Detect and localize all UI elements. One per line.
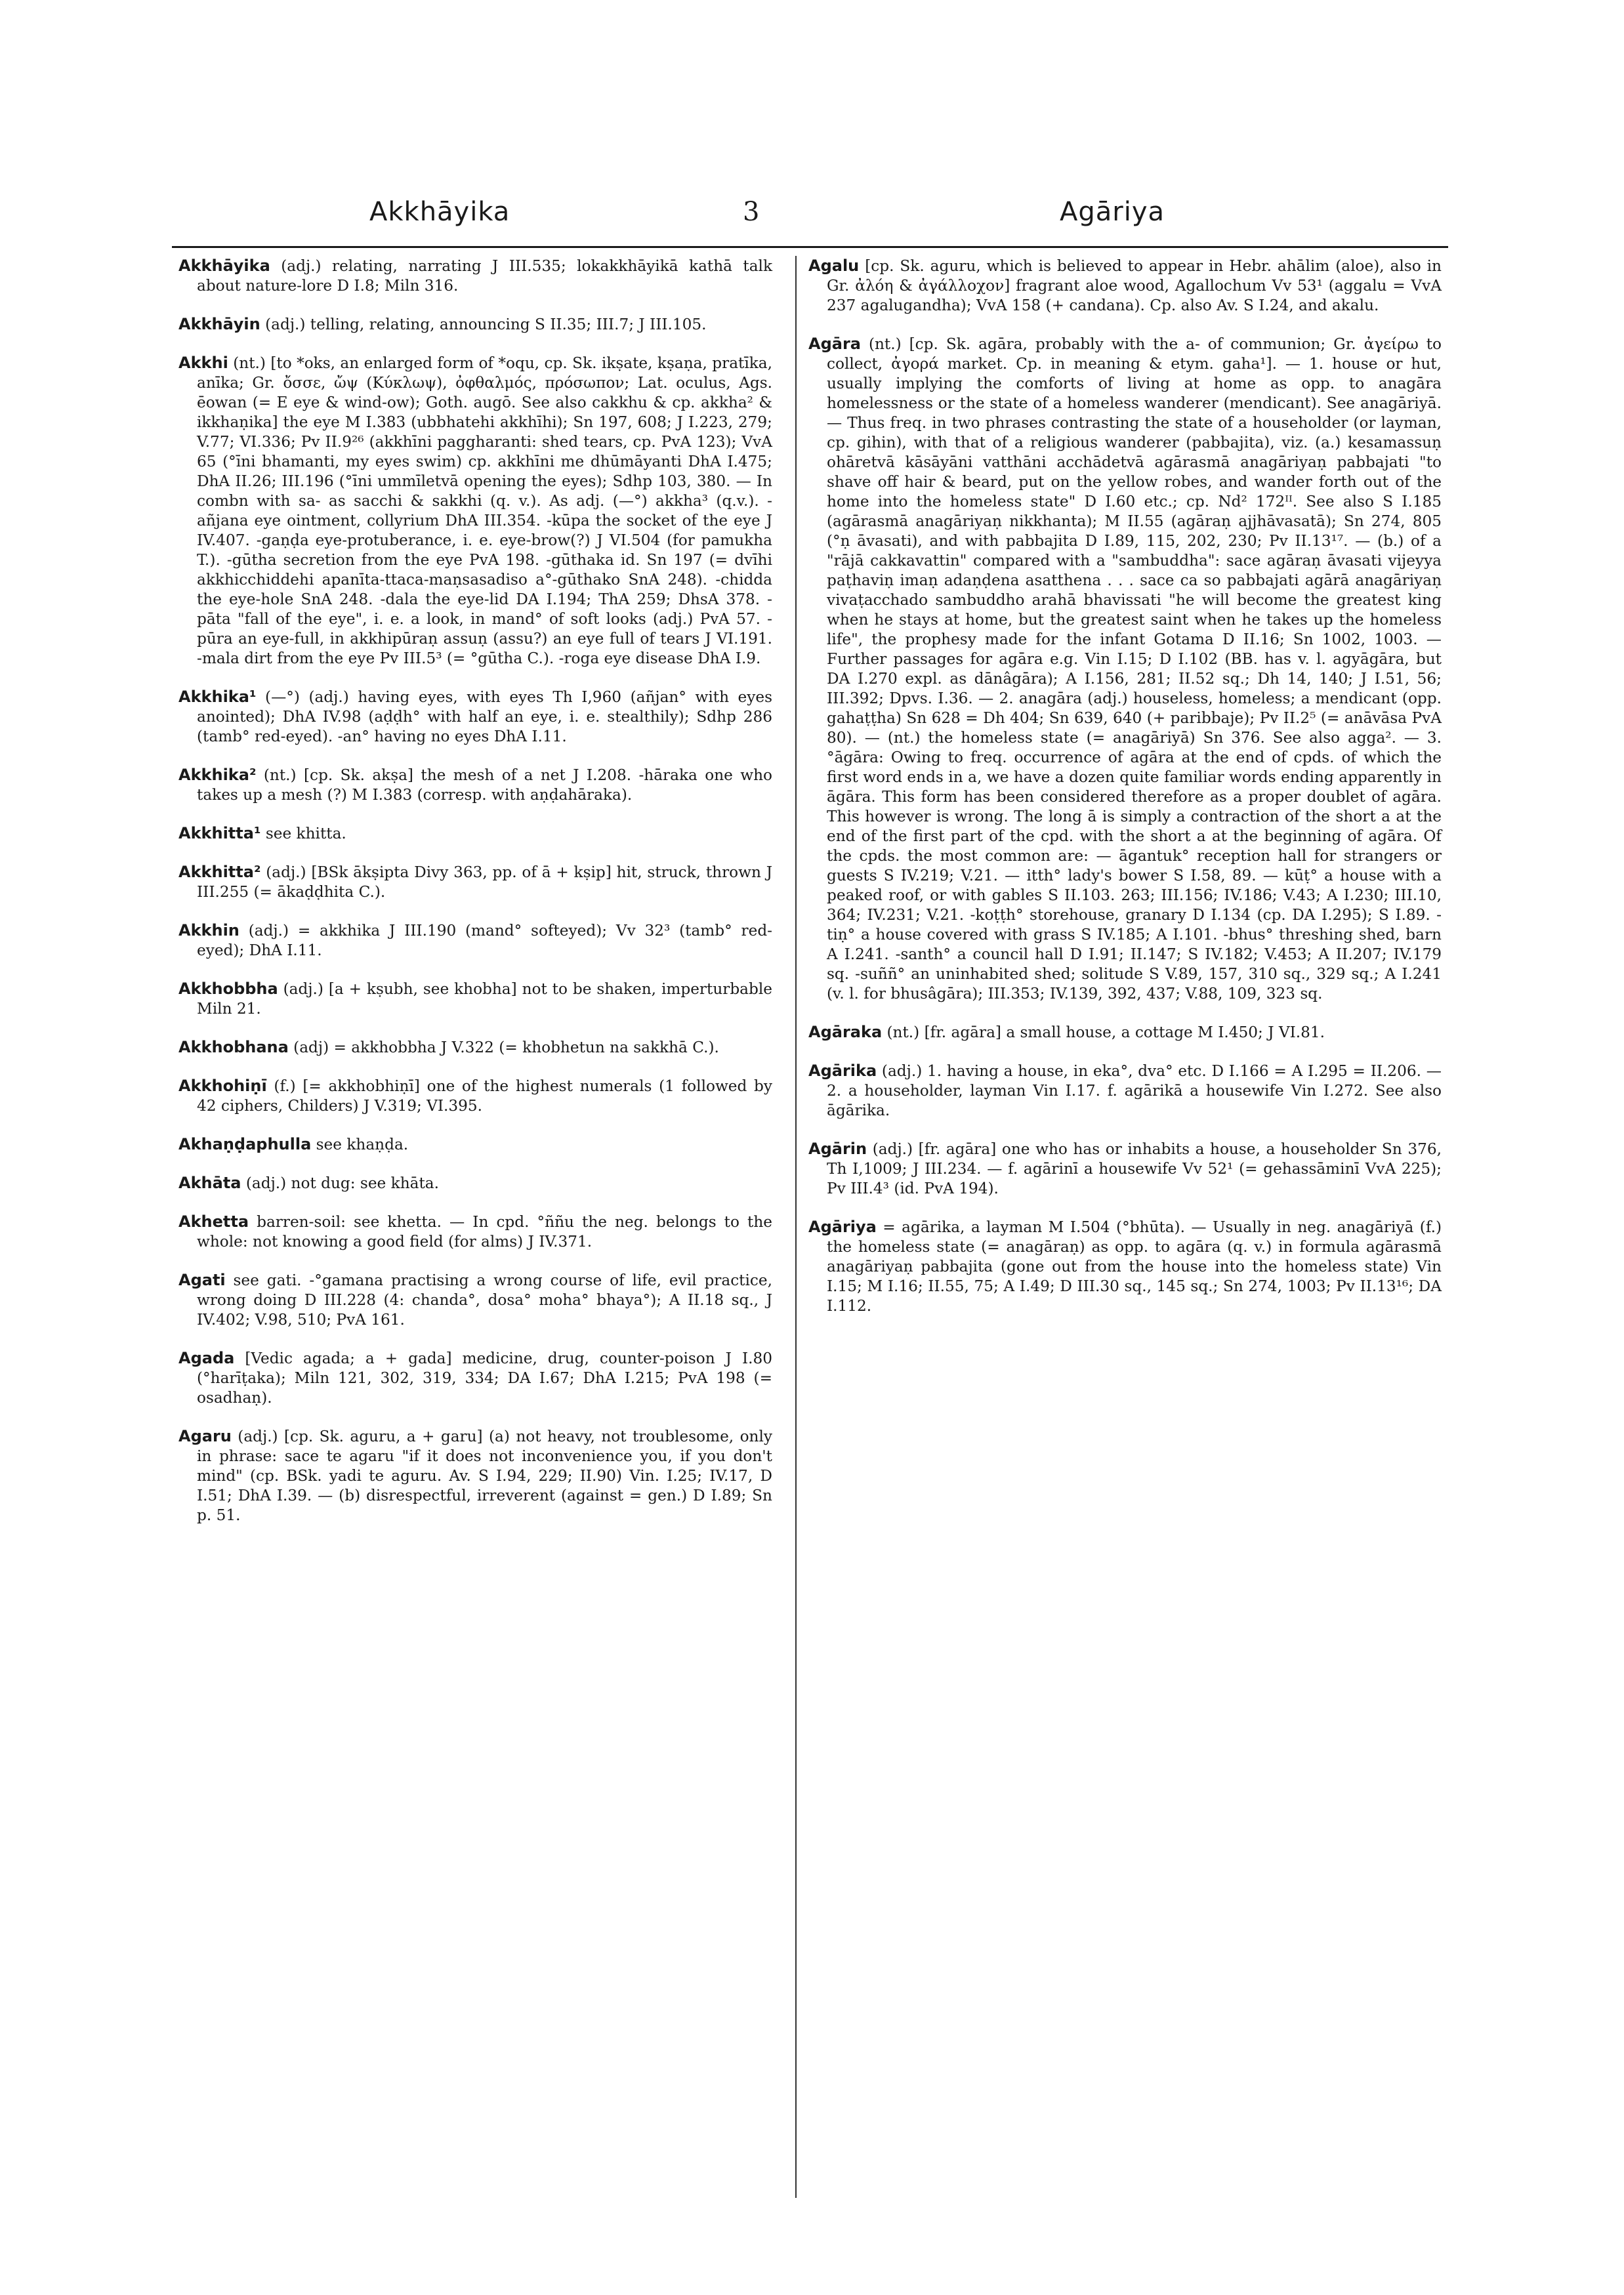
dictionary-entry [178,314,772,335]
dictionary-entry [178,765,772,805]
headword: Akkhobhana [178,1038,289,1056]
dictionary-entry [808,1139,1442,1199]
entry-text: see khaṇḍa. [311,1136,409,1153]
header-rule [172,246,1448,248]
headword: Agāra [808,335,861,353]
entry-text: (adj) = akkhobbha J V.322 (= khobhetun na sakkhā C.). [288,1039,719,1056]
headword: Agaru [178,1427,232,1445]
headword: Akkhitta¹ [178,824,261,842]
headword: Akkhi [178,354,228,372]
entry-text: (nt.) [cp. Sk. akṣa] the mesh of a net J I.208. -hāraka one who takes up a mesh (?) M I.383 (corresp. with aṇḍahāraka). [197,766,772,804]
page-number: 3 [743,197,760,227]
entry-text: (adj.) [cp. Sk. aguru, a + garu] (a) not heavy, not troublesome, only in phrase: sace te agaru "if it does not inconvenience you, if you don't mind" (cp. BSk. yadi te aguru. Av. S I.94, 229; II.90) Vin. I.25; IV.17, D I.51; DhA I.39. — (b) disrespectful, irreverent (against = gen.) D I.89; Sn p. 51. [197,1428,772,1524]
entry-text: (adj.) [BSk ākṣipta Divy 363, pp. of ā + kṣip] hit, struck, thrown J III.255 (= ākaḍḍhita C.). [197,863,772,901]
headword: Agada [178,1349,235,1367]
dictionary-entry [178,353,772,669]
dictionary-entry [178,1134,772,1155]
dictionary-entry [178,1212,772,1252]
entry-text: (adj.) relating, narrating J III.535; lokakkhāyikā kathā talk about nature-lore D I.8; Miln 316. [197,257,772,295]
headword: Agāraka [808,1023,883,1041]
headword: Akkhāyin [178,315,260,333]
dictionary-entry [178,1037,772,1058]
entry-text: (adj.) not dug: see khāta. [241,1174,439,1192]
headword: Agārika [808,1062,877,1080]
dictionary-entry [178,920,772,961]
entry-text: barren-soil: see khetta. — In cpd. °ññu the neg. belongs to the whole: not knowing a good field (for alms) J IV.371. [197,1213,772,1251]
headword: Akhāta [178,1174,241,1192]
dictionary-entry [808,1061,1442,1121]
dictionary-entry [178,862,772,902]
headword: Agati [178,1271,226,1289]
dictionary-entry [178,823,772,844]
entry-text: = agārika, a layman M I.504 (°bhūta). — Usually in neg. anagāriyā (f.) the homeless state (= anagāraṇ) as opp. to agāra (q. v.) in formula agārasmā anagāriyaṇ pabbajita (gone out from the house into the homeless state) Vin I.15; M I.16; II.55, 75; A I.49; D III.30 sq., 145 sq.; Sn 274, 1003; Pv II.13¹⁶; DA I.112. [827,1218,1442,1315]
headword: Agāriya [808,1218,877,1236]
dictionary-entry [178,256,772,296]
headword: Akkhika² [178,766,257,784]
entry-text: [Vedic agada; a + gada] medicine, drug, counter-poison J I.80 (°harīṭaka); Miln 121, 302, 319, 334; DA I.67; DhA I.215; PvA 198 (= osadhaṇ). [197,1350,772,1407]
entry-text: (adj.) 1. having a house, in eka°, dva° etc. D I.166 = A I.295 = II.206. — 2. a householder, layman Vin I.17. f. agārikā a housewife Vin I.272. See also āgārika. [827,1062,1442,1119]
dictionary-entry [808,334,1442,1004]
headword: Akkhāyika [178,257,270,275]
headword: Akkhobbha [178,980,278,998]
dictionary-entry [178,1173,772,1193]
headword: Agārin [808,1140,867,1158]
entry-text: (nt.) [fr. agāra] a small house, a cottage M I.450; J VI.81. [882,1023,1325,1041]
dictionary-entry [178,979,772,1019]
running-head-right: Agāriya [1060,197,1165,227]
headword: Akhaṇḍaphulla [178,1135,312,1153]
headword: Akhetta [178,1212,249,1231]
dictionary-entry [178,687,772,747]
entry-text: (adj.) [a + kṣubh, see khobha] not to be shaken, imperturbable Miln 21. [197,980,772,1018]
headword: Akkhitta² [178,863,261,881]
running-head-left: Akkhāyika [369,197,510,227]
entry-text: (adj.) [fr. agāra] one who has or inhabits a house, a householder Sn 376, Th I,1009; J III.234. — f. agārinī a housewife Vv 52¹ (= gehassāminī VvA 225); Pv III.4³ (id. PvA 194). [827,1140,1442,1197]
entry-text: (—°) (adj.) having eyes, with eyes Th I,960 (añjan° with eyes anointed); DhA IV.98 (aḍḍh° with half an eye, i. e. stealthily); Sdhp 286 (tamb° red-eyed). -an° having no eyes DhA I.11. [197,688,772,745]
dictionary-entry [178,1348,772,1408]
entry-text: see gati. -°gamana practising a wrong course of life, evil practice, wrong doing D III.228 (4: chanda°, dosa° moha° bhaya°); A II.18 sq., J IV.402; V.98, 510; PvA 161. [197,1272,772,1329]
entry-text: (f.) [= akkhobhiṇī] one of the highest numerals (1 followed by 42 ciphers, Childers) J V.319; VI.395. [197,1077,772,1115]
headword: Akkhika¹ [178,688,257,706]
entry-text: (adj.) = akkhika J III.190 (mand° softeyed); Vv 32³ (tamb° red-eyed); DhA I.11. [197,922,772,959]
column-divider [795,256,797,2198]
entry-text: see khitta. [260,825,346,842]
dictionary-entry [178,1270,772,1330]
right-column [808,256,1442,1334]
dictionary-entry [178,1426,772,1525]
dictionary-entry [808,1217,1442,1316]
headword: Agalu [808,257,860,275]
headword: Akkhohiṇī [178,1077,267,1095]
left-column [178,256,772,1544]
entry-text: (nt.) [cp. Sk. agāra, probably with the a- of communion; Gr. ἀγείρω to collect, ἀγορά market. Cp. in meaning & etym. gaha¹]. — 1. house or hut, usually implying the comforts of living at home as opp. to anagāra homelessness or the state of a homeless wanderer (mendicant). See anagāriyā. — Thus freq. in two phrases contrasting the state of a householder (or layman, cp. gihin), with that of a religious wanderer (pabbajita), viz. (a.) kesamassuṇ ohāretvā kāsāyāni vatthāni acchādetvā agārasmā anagāriyaṇ pabbajati "to shave off hair & beard, put on the yellow robes, and wander forth out of the home into the homeless state" D I.60 etc.; cp. Nd² 172ᴵᴵ. See also S I.185 (agārasmā anagāriyaṇ nikkhanta); M II.55 (agāraṇ ajjhāvasatā); Sn 274, 805 (°ṇ āvasati), and with pabbajita D I.89, 115, 202, 230; Pv II.13¹⁷. — (b.) of a "rājā cakkavattin" compared with a "sambuddha": sace agāraṇ āvasati vijeyya paṭhaviṇ imaṇ adaṇḍena asatthena . . . sace ca so pabbajati agārā anagāriyaṇ vivaṭacchado sambuddho arahā bhavissati "he will become the greatest king when he stays at home, but the greatest saint when he takes up the homeless life", the prophesy made for the infant Gotama D II.16; Sn 1002, 1003. — Further passages for agāra e.g. Vin I.15; D I.102 (BB. has v. l. agyāgāra, but DA I.270 expl. as dānâgāra); A I.156, 281; II.52 sq.; Dh 14, 140; J I.51, 56; III.392; Dpvs. I.36. — 2. anagāra (adj.) houseless, homeless; a mendicant (opp. gahaṭṭha) Sn 628 = Dh 404; Sn 639, 640 (+ paribbaje); Pv II.2⁵ (= anāvāsa PvA 80). — (nt.) the homeless state (= anagāriyā) Sn 376. See also agga². — 3. °āgāra: Owing to freq. occurrence of agāra at the end of cpds. of which the first word ends in a, we have a dozen quite familiar words ending apparently in āgāra. This form has been considered therefore as a proper doublet of agāra. This however is wrong. The long ā is simply a contraction of the short a at the end of the first part of the cpd. with the short a at the beginning of agāra. Of the cpds. the most common are: — āgantuk° reception hall for strangers or guests S IV.219; V.21. — itth° lady's bower S I.58, 89. — kūṭ° a house with a peaked roof, or with gables S II.103. 263; III.156; IV.186; V.43; A I.230; III.10, 364; IV.231; V.21. -koṭṭh° storehouse, granary D I.134 (cp. DA I.295); S I.89. -tiṇ° a house covered with grass S IV.185; A I.101. -bhus° threshing shed, barn A I.241. -santh° a council hall D I.91; II.147; S IV.182; V.453; A II.207; IV.179 sq. -suññ° an uninhabited shed; solitude S V.89, 157, 310 sq., 329 sq.; A I.241 (v. l. for bhusâgāra); III.353; IV.139, 392, 437; V.88, 109, 323 sq. [827,335,1442,1003]
dictionary-entry [178,1076,772,1116]
headword: Akkhin [178,921,239,940]
entry-text: (adj.) telling, relating, announcing S II.35; III.7; J III.105. [260,316,707,333]
entry-text: [cp. Sk. aguru, which is believed to appear in Hebr. ahālim (aloe), also in Gr. ἀλόη & ἀγάλλοχον] fragrant aloe wood, Agallochum Vv 53¹ (aggalu = VvA 237 agalugandha); VvA 158 (+ candana). Cp. also Av. S I.24, and akalu. [827,257,1442,314]
entry-text: (nt.) [to *oks, an enlarged form of *oqu, cp. Sk. ikṣate, kṣaṇa, pratīka, anīka; Gr. ὄσσε, ὤψ (Κύκλωψ), ὀφθαλμός, πρόσωπον; Lat. oculus, Ags. ēowan (= E eye & wind-ow); Goth. augō. See also cakkhu & cp. akkha² & ikkhaṇika] the eye M I.383 (ubbhatehi akkhīhi); Sn 197, 608; J I.223, 279; V.77; VI.336; Pv II.9²⁶ (akkhīni paggharanti: shed tears, cp. PvA 123); VvA 65 (°īni bhamanti, my eyes swim) cp. akkhīni me dhūmāyanti DhA I.475; DhA II.26; III.196 (°īni ummīletvā opening the eyes); Sdhp 103, 380. — In combn with sa- as sacchi & sakkhi (q. v.). As adj. (—°) akkha³ (q.v.). -añjana eye ointment, collyrium DhA III.354. -kūpa the socket of the eye J IV.407. -gaṇḍa eye-protuberance, i. e. eye-brow(?) J VI.504 (for pamukha T.). -gūtha secretion from the eye PvA 198. -gūthaka id. Sn 197 (= dvīhi akkhicchiddehi apanīta-ttaca-maṇsasadiso a°-gūthako SnA 248). -chidda the eye-hole SnA 248. -dala the eye-lid DA I.194; ThA 259; DhsA 378. -pāta "fall of the eye", i. e. a look, in mand° of soft looks (adj.) PvA 57. -pūra an eye-full, in akkhipūraṇ assuṇ (assu?) an eye full of tears J VI.191. -mala dirt from the eye Pv III.5³ (= °gūtha C.). -roga eye disease DhA I.9. [197,354,772,667]
dictionary-entry [808,256,1442,316]
dictionary-entry [808,1022,1442,1043]
